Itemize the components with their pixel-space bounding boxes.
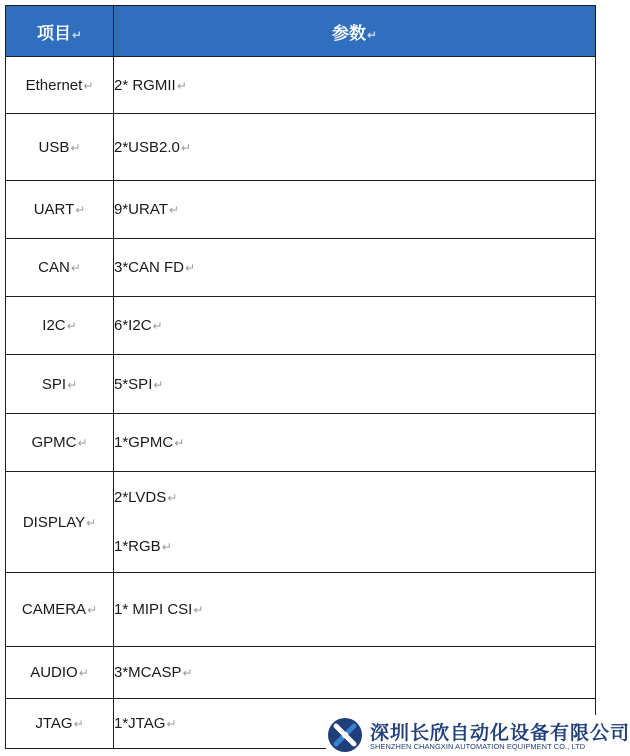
spec-table [5,5,596,749]
value-text: 3*CAN FD [114,259,185,276]
table-row [6,414,596,472]
value-cell [114,297,596,355]
item-cell [6,647,114,699]
return-mark: ↵ [67,377,78,392]
table-body [6,57,596,749]
company-logo [326,715,630,755]
company-name-cn: 深圳长欣自动化设备有限公司 [370,722,630,744]
return-mark: ↵ [87,603,98,617]
value-cell [114,472,596,573]
return-mark: ↵ [152,319,163,333]
item-label: I2C [42,317,66,334]
return-mark: ↵ [83,78,94,93]
item-label: CAMERA [21,601,87,618]
item-cell [6,573,114,647]
value-cell [114,647,596,699]
item-label: UART [33,201,75,218]
value-text: 9*URAT [114,201,168,218]
return-mark: ↵ [174,436,185,450]
value-line [114,522,595,571]
return-mark: ↵ [78,666,89,680]
value-text: 2*USB2.0 [114,138,180,156]
table-row [6,239,596,297]
return-mark: ↵ [77,436,88,450]
item-cell [6,114,114,181]
value-text: 3*MCASP [114,664,182,681]
return-mark: ↵ [176,78,187,93]
table-row [6,573,596,647]
value-line [114,664,595,681]
value-line [114,317,595,334]
return-mark: ↵ [153,377,164,392]
item-label: DISPLAY [22,513,86,531]
value-cell [114,114,596,181]
item-cell [6,297,114,355]
return-mark: ↵ [86,515,97,530]
return-mark: ↵ [70,140,81,155]
value-line [114,601,595,618]
value-text: 1*RGB [114,538,161,555]
value-line [114,376,595,393]
table-header-row [6,6,596,57]
table-row [6,647,596,699]
return-mark: ↵ [66,319,77,333]
item-cell [6,181,114,239]
company-logo-icon [326,716,366,754]
return-mark: ↵ [193,603,204,617]
item-label: GPMC [31,434,77,451]
return-mark: ↵ [75,203,86,217]
value-text: 1* MIPI CSI [114,601,193,618]
value-cell [114,414,596,472]
item-cell [6,414,114,472]
value-line [114,259,595,276]
return-mark: ↵ [166,717,177,731]
item-cell [6,57,114,114]
return-mark: ↵ [161,540,172,554]
value-cell [114,181,596,239]
item-label: Ethernet [25,76,83,94]
table-row [6,181,596,239]
table-row [6,114,596,181]
table-row [6,297,596,355]
table-row [6,472,596,573]
header-param: 参数↵ [114,6,596,57]
value-text: 1*GPMC [114,434,174,451]
item-cell [6,472,114,573]
value-text: 2*LVDS [114,489,167,506]
item-label: AUDIO [30,664,78,681]
value-text: 6*I2C [114,317,152,334]
item-cell [6,699,114,749]
value-text: 5*SPI [114,375,153,393]
company-name-en: SHENZHEN CHANGXIN AUTOMATION EQUIPMENT CO., LTD [370,742,586,751]
value-text: 2* RGMII [114,76,176,94]
value-cell [114,573,596,647]
item-label: CAN [38,259,70,276]
value-line [114,77,595,94]
value-line [114,473,595,522]
return-mark: ↵ [185,261,196,275]
item-label: SPI [41,375,67,393]
value-cell [114,239,596,297]
item-label: JTAG [35,715,73,732]
value-text: 1*JTAG [114,715,166,732]
return-mark: ↵ [168,203,179,217]
return-mark: ↵ [73,717,84,731]
item-cell [6,355,114,414]
return-mark: ↵ [167,491,178,505]
return-mark: ↵ [180,140,191,155]
table-row [6,57,596,114]
value-cell [114,57,596,114]
value-line [114,139,595,156]
value-line [114,434,595,451]
item-label: USB [38,138,70,156]
value-cell [114,355,596,414]
value-line [114,201,595,218]
return-mark: ↵ [182,666,193,680]
return-mark: ↵ [70,261,81,275]
header-item: 项目↵ [6,6,114,57]
table-row [6,355,596,414]
item-cell [6,239,114,297]
